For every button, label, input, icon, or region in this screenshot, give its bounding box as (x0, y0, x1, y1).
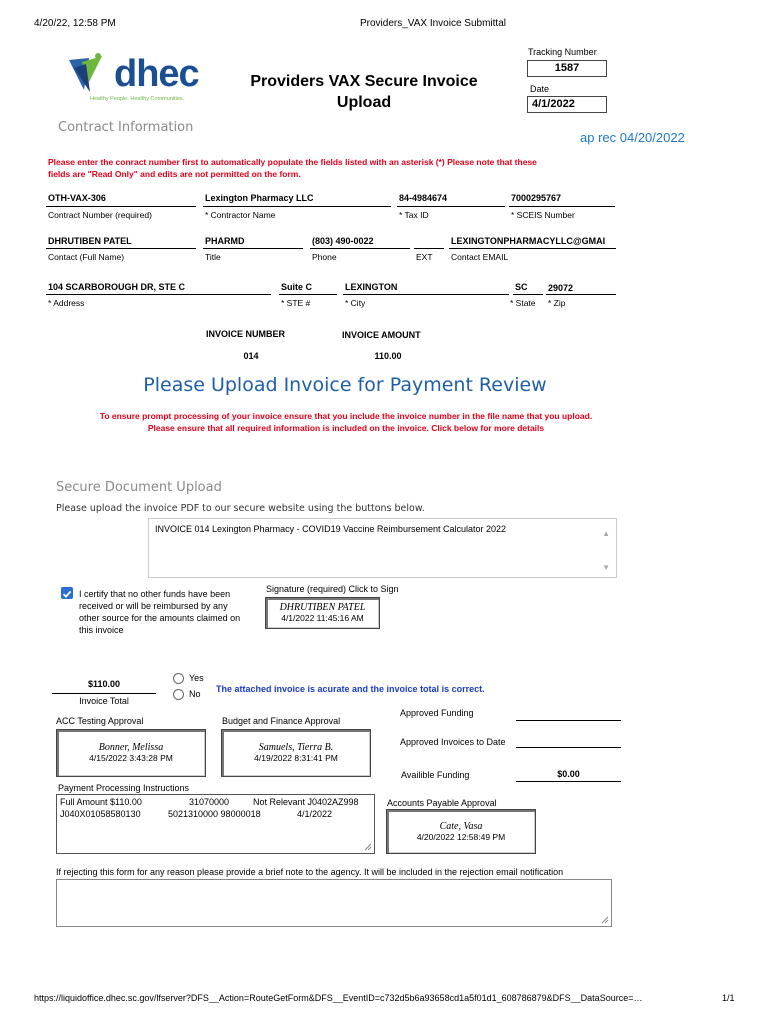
dhec-logo (60, 46, 200, 106)
rejection-label: If rejecting this form for any reason please provide a brief note to the agency. It will be included in the rejection email notification (56, 867, 564, 877)
invoice-number-label: INVOICE NUMBER (206, 329, 286, 339)
available-funding-label: Availible Funding (401, 770, 470, 780)
payment-instructions-label: Payment Processing Instructions (58, 783, 190, 793)
contract-number-field[interactable]: OTH-VAX-306 (48, 193, 106, 203)
ap-approval-signature[interactable]: Cate, Vasa 4/20/2022 12:58:49 PM (386, 809, 536, 854)
contract-number-label: Contract Number (required) (48, 210, 152, 220)
certify-checkbox[interactable] (61, 587, 73, 599)
upload-note: To ensure prompt processing of your invoice ensure that you include the invoice number in the file name that you upload. Please ensure that all required information is included on the invoice. Click below for more details (99, 411, 593, 433)
contact-name-field[interactable]: DHRUTIBEN PATEL (48, 236, 132, 246)
ext-label: EXT (416, 252, 433, 262)
address-field[interactable]: 104 SCARBOROUGH DR, STE C (48, 282, 186, 292)
acc-testing-signature[interactable]: Bonner, Melissa 4/15/2022 3:43:28 PM (56, 729, 206, 777)
no-label: No (189, 689, 201, 699)
sceis-number-field[interactable]: 7000295767 (511, 193, 562, 203)
certify-text: I certify that no other funds have been received or will be reimbursed by any other source for the amounts claimed on this invoice (79, 589, 241, 635)
tracking-number-field[interactable]: 1587 (527, 60, 607, 77)
acc-testing-label: ACC Testing Approval (56, 716, 144, 726)
contract-instructions: Please enter the conract number first to automatically populate the fields listed with an asterisk (*) Please note that these fields are "Read Only" and edits are not permitted on the form. (48, 157, 537, 179)
print-page-title: Providers_VAX Invoice Submittal (360, 18, 506, 29)
tax-id-field[interactable]: 84-4984674 (399, 193, 448, 203)
invoice-total-field[interactable]: $110.00 (87, 679, 121, 689)
date-label: Date (530, 84, 550, 94)
state-label: * State (510, 298, 536, 308)
address-label: * Address (48, 298, 85, 308)
upload-heading: Please Upload Invoice for Payment Review (143, 374, 547, 396)
secure-upload-heading: Secure Document Upload (56, 480, 222, 495)
logo-tagline: Healthy People. Healthy Communities. (90, 96, 185, 102)
print-datetime: 4/20/22, 12:58 PM (34, 18, 116, 29)
no-radio[interactable] (173, 689, 184, 700)
city-label: * City (345, 298, 366, 308)
scroll-down-icon[interactable]: ▼ (602, 563, 610, 572)
sceis-number-label: * SCEIS Number (511, 210, 575, 220)
signature-label: Signature (required) Click to Sign (266, 584, 399, 594)
invoice-amount-field[interactable]: 110.00 (374, 351, 402, 361)
total-correct-statement: The attached invoice is acurate and the invoice total is correct. (216, 684, 485, 694)
phone-label: Phone (312, 252, 337, 262)
zip-label: * Zip (548, 298, 566, 308)
title-label: Title (205, 252, 221, 262)
payment-instructions-field[interactable]: Full Amount $110.00 31070000 Not Relevant J0402AZ998 J040X01058580130 5021310000 98000018 4/1/2022 (56, 794, 375, 854)
tax-id-label: * Tax ID (399, 210, 429, 220)
received-note: ap rec 04/20/2022 (580, 130, 685, 145)
tracking-label: Tracking Number (528, 47, 597, 57)
checkmark-icon (61, 588, 73, 600)
uploaded-file-name[interactable]: INVOICE 014 Lexington Pharmacy - COVID19 Vaccine Reimbursement Calculator 2022 (155, 524, 506, 534)
secure-upload-instructions: Please upload the invoice PDF to our secure website using the buttons below. (56, 503, 425, 514)
logo-text: dhec (114, 53, 199, 95)
invoice-number-field[interactable]: 014 (243, 351, 259, 361)
budget-approval-signature[interactable]: Samuels, Tierra B. 4/19/2022 8:31:41 PM (221, 729, 371, 777)
state-field[interactable]: SC (515, 282, 528, 292)
zip-field[interactable]: 29072 (548, 283, 574, 293)
city-field[interactable]: LEXINGTON (345, 282, 398, 292)
email-field[interactable]: LEXINGTONPHARMACYLLC@GMAI (451, 236, 606, 246)
ste-field[interactable]: Suite C (281, 282, 313, 292)
contractor-name-label: * Contractor Name (205, 210, 276, 220)
signature-button[interactable]: DHRUTIBEN PATEL 4/1/2022 11:45:16 AM (265, 597, 380, 629)
ap-approval-label: Accounts Payable Approval (387, 798, 497, 808)
available-funding-field[interactable]: $0.00 (557, 769, 580, 779)
uploaded-file-list[interactable] (148, 518, 617, 578)
title-field[interactable]: PHARMD (205, 236, 245, 246)
approved-funding-label: Approved Funding (400, 708, 474, 718)
form-title: Providers VAX Secure Invoice Upload (250, 73, 478, 111)
footer-page-number: 1/1 (722, 993, 735, 1003)
footer-url: https://liquidoffice.dhec.sc.gov/lfserver?DFS__Action=RouteGetForm&DFS__EventID=c732d5b6a93658cd1a5f01d1_608786879&DFS__DataSource=… (34, 993, 643, 1003)
approved-invoices-label: Approved Invoices to Date (400, 737, 506, 747)
contact-name-label: Contact (Full Name) (48, 252, 125, 262)
yes-radio[interactable] (173, 673, 184, 684)
invoice-total-label: Invoice Total (79, 696, 129, 706)
resize-handle-icon[interactable] (601, 916, 609, 924)
date-field[interactable]: 4/1/2022 (527, 96, 607, 113)
resize-handle-icon[interactable] (364, 843, 372, 851)
email-label: Contact EMAIL (451, 252, 509, 262)
ste-label: * STE # (281, 298, 311, 308)
contractor-name-field[interactable]: Lexington Pharmacy LLC (205, 193, 314, 203)
invoice-amount-label: INVOICE AMOUNT (342, 330, 421, 340)
budget-approval-label: Budget and Finance Approval (222, 716, 341, 726)
yes-label: Yes (189, 673, 204, 683)
rejection-note-field[interactable] (56, 879, 612, 927)
phone-field[interactable]: (803) 490-0022 (312, 236, 374, 246)
scroll-up-icon[interactable]: ▲ (602, 529, 610, 538)
contract-info-heading: Contract Information (58, 120, 194, 135)
